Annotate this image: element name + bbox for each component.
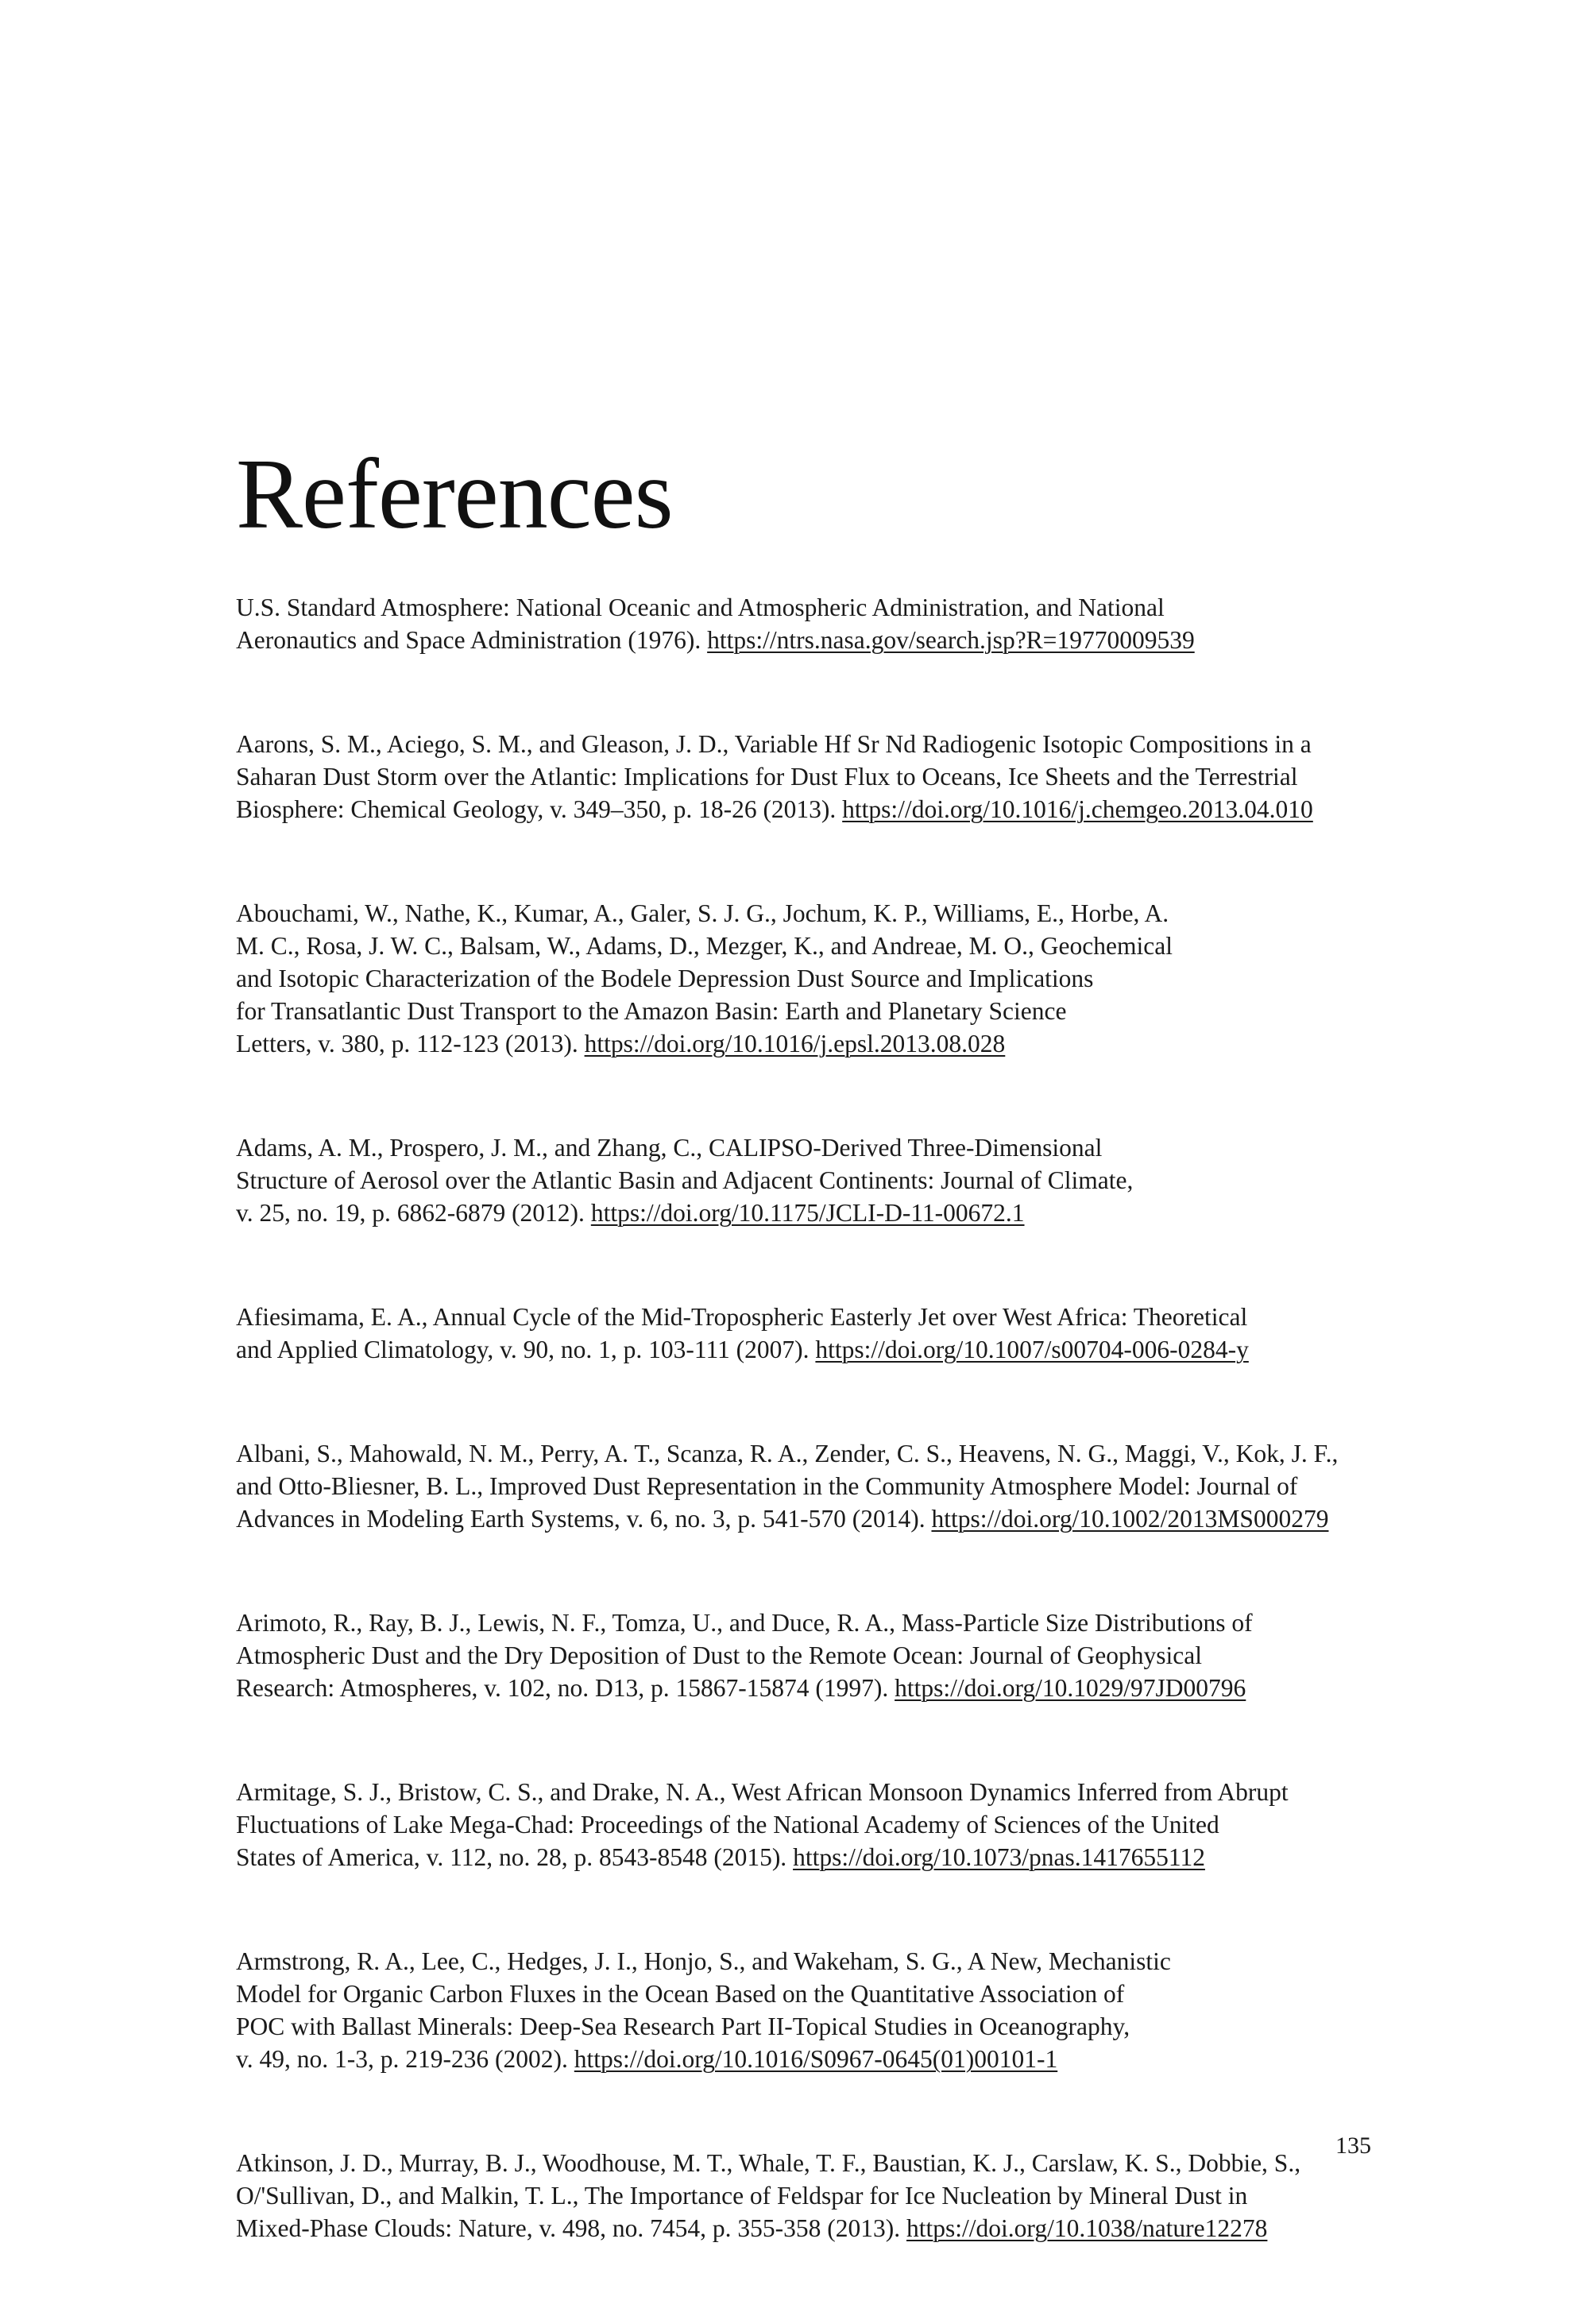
reference-entry — [236, 728, 1412, 825]
reference-text: Aeronautics and Space Administration (1976). — [236, 626, 708, 654]
reference-text: and Otto-Bliesner, B. L., Improved Dust Representation in the Community Atmosphere Model: Journal of — [236, 1472, 1298, 1500]
reference-doi-link[interactable]: https://doi.org/10.1029/97JD00796 — [895, 1674, 1246, 1702]
reference-line — [236, 1027, 1412, 1060]
reference-line — [236, 760, 1412, 793]
reference-text: Afiesimama, E. A., Annual Cycle of the Mid-Tropospheric Easterly Jet over West Africa: Theoretical — [236, 1303, 1248, 1331]
reference-line — [236, 962, 1412, 995]
reference-line — [236, 1502, 1412, 1535]
reference-text: Research: Atmospheres, v. 102, no. D13, p. 15867-15874 (1997). — [236, 1674, 895, 1702]
reference-line — [236, 1607, 1412, 1639]
reference-doi-link[interactable]: https://doi.org/10.1016/S0967-0645(01)00101-1 — [574, 2045, 1058, 2073]
reference-line — [236, 1437, 1412, 1470]
reference-line — [236, 1978, 1412, 2010]
reference-doi-link[interactable]: https://doi.org/10.1002/2013MS000279 — [931, 1505, 1329, 1533]
reference-text: Model for Organic Carbon Fluxes in the Ocean Based on the Quantitative Association of — [236, 1980, 1125, 2008]
reference-text: States of America, v. 112, no. 28, p. 8543-8548 (2015). — [236, 1843, 794, 1871]
reference-line — [236, 1841, 1412, 1873]
reference-doi-link[interactable]: https://doi.org/10.1073/pnas.1417655112 — [793, 1843, 1205, 1871]
reference-line — [236, 995, 1412, 1027]
reference-line — [236, 1776, 1412, 1808]
reference-text: U.S. Standard Atmosphere: National Oceanic and Atmospheric Administration, and National — [236, 593, 1165, 621]
reference-line — [236, 1470, 1412, 1502]
reference-text: Advances in Modeling Earth Systems, v. 6, no. 3, p. 541-570 (2014). — [236, 1505, 932, 1533]
reference-line — [236, 2043, 1412, 2075]
reference-text: Albani, S., Mahowald, N. M., Perry, A. T., Scanza, R. A., Zender, C. S., Heavens, N. G., Maggi, V., Kok, J. F., — [236, 1440, 1339, 1467]
reference-doi-link[interactable]: https://doi.org/10.1175/JCLI-D-11-00672.1 — [590, 1199, 1025, 1227]
reference-text: Fluctuations of Lake Mega-Chad: Proceedings of the National Academy of Sciences of the United — [236, 1811, 1219, 1838]
reference-entry — [236, 1131, 1412, 1229]
reference-doi-link[interactable]: https://doi.org/10.1016/j.epsl.2013.08.028 — [584, 1030, 1006, 1057]
reference-text: Armstrong, R. A., Lee, C., Hedges, J. I., Honjo, S., and Wakeham, S. G., A New, Mechanistic — [236, 1947, 1171, 1975]
reference-list — [236, 591, 1412, 2316]
reference-line — [236, 2212, 1412, 2244]
reference-line — [236, 2010, 1412, 2043]
reference-entry — [236, 2147, 1412, 2244]
reference-text: Biosphere: Chemical Geology, v. 349–350, p. 18-26 (2013). — [236, 795, 843, 823]
reference-doi-link[interactable]: https://doi.org/10.1007/s00704-006-0284-y — [815, 1336, 1249, 1363]
reference-text: Structure of Aerosol over the Atlantic Basin and Adjacent Continents: Journal of Climate, — [236, 1166, 1134, 1194]
reference-line — [236, 2147, 1412, 2179]
reference-text: v. 25, no. 19, p. 6862-6879 (2012). — [236, 1199, 591, 1227]
reference-text: M. C., Rosa, J. W. C., Balsam, W., Adams, D., Mezger, K., and Andreae, M. O., Geochemical — [236, 932, 1173, 960]
reference-text: O/'Sullivan, D., and Malkin, T. L., The Importance of Feldspar for Ice Nucleation by Mineral Dust in — [236, 2182, 1248, 2210]
reference-line — [236, 1333, 1412, 1366]
page-number: 135 — [1335, 2132, 1371, 2159]
reference-line — [236, 930, 1412, 962]
reference-line — [236, 897, 1412, 930]
reference-text: Adams, A. M., Prospero, J. M., and Zhang, C., CALIPSO-Derived Three-Dimensional — [236, 1134, 1103, 1162]
reference-text: Atkinson, J. D., Murray, B. J., Woodhouse, M. T., Whale, T. F., Baustian, K. J., Carslaw, K. S., Dobbie, S., — [236, 2149, 1301, 2177]
reference-text: Aarons, S. M., Aciego, S. M., and Gleason, J. D., Variable Hf Sr Nd Radiogenic Isotopic Compositions in a — [236, 730, 1312, 758]
reference-text: Mixed-Phase Clouds: Nature, v. 498, no. 7454, p. 355-358 (2013). — [236, 2214, 906, 2242]
reference-line — [236, 728, 1412, 760]
reference-line — [236, 624, 1412, 656]
reference-text: and Applied Climatology, v. 90, no. 1, p. 103-111 (2007). — [236, 1336, 816, 1363]
page-title: References — [236, 439, 673, 550]
reference-text: Armitage, S. J., Bristow, C. S., and Drake, N. A., West African Monsoon Dynamics Inferred from Abrupt — [236, 1778, 1289, 1806]
reference-line — [236, 1131, 1412, 1164]
reference-entry — [236, 1945, 1412, 2075]
reference-text: Letters, v. 380, p. 112-123 (2013). — [236, 1030, 585, 1057]
reference-text: v. 49, no. 1-3, p. 219-236 (2002). — [236, 2045, 574, 2073]
reference-entry — [236, 591, 1412, 656]
reference-line — [236, 1672, 1412, 1704]
reference-text: Saharan Dust Storm over the Atlantic: Implications for Dust Flux to Oceans, Ice Sheets and the Terrestrial — [236, 763, 1298, 791]
reference-line — [236, 1639, 1412, 1672]
reference-doi-link[interactable]: https://ntrs.nasa.gov/search.jsp?R=19770009539 — [707, 626, 1195, 654]
reference-text: for Transatlantic Dust Transport to the Amazon Basin: Earth and Planetary Science — [236, 997, 1067, 1025]
reference-entry — [236, 1607, 1412, 1704]
reference-line — [236, 591, 1412, 624]
reference-text: Atmospheric Dust and the Dry Deposition of Dust to the Remote Ocean: Journal of Geophysical — [236, 1641, 1202, 1669]
reference-doi-link[interactable]: https://doi.org/10.1016/j.chemgeo.2013.04.010 — [842, 795, 1313, 823]
reference-text: Arimoto, R., Ray, B. J., Lewis, N. F., Tomza, U., and Duce, R. A., Mass-Particle Size Distributions of — [236, 1609, 1253, 1637]
reference-line — [236, 1164, 1412, 1197]
reference-line — [236, 1945, 1412, 1978]
reference-entry — [236, 1437, 1412, 1535]
reference-entry — [236, 897, 1412, 1060]
reference-line — [236, 2179, 1412, 2212]
reference-text: Abouchami, W., Nathe, K., Kumar, A., Galer, S. J. G., Jochum, K. P., Williams, E., Horbe, A. — [236, 899, 1169, 927]
reference-entry — [236, 1301, 1412, 1366]
reference-line — [236, 1301, 1412, 1333]
reference-text: POC with Ballast Minerals: Deep-Sea Research Part II-Topical Studies in Oceanography, — [236, 2012, 1130, 2040]
reference-line — [236, 1808, 1412, 1841]
reference-line — [236, 793, 1412, 825]
reference-entry — [236, 1776, 1412, 1873]
reference-line — [236, 1197, 1412, 1229]
reference-doi-link[interactable]: https://doi.org/10.1038/nature12278 — [906, 2214, 1268, 2242]
reference-text: and Isotopic Characterization of the Bodele Depression Dust Source and Implications — [236, 965, 1094, 992]
